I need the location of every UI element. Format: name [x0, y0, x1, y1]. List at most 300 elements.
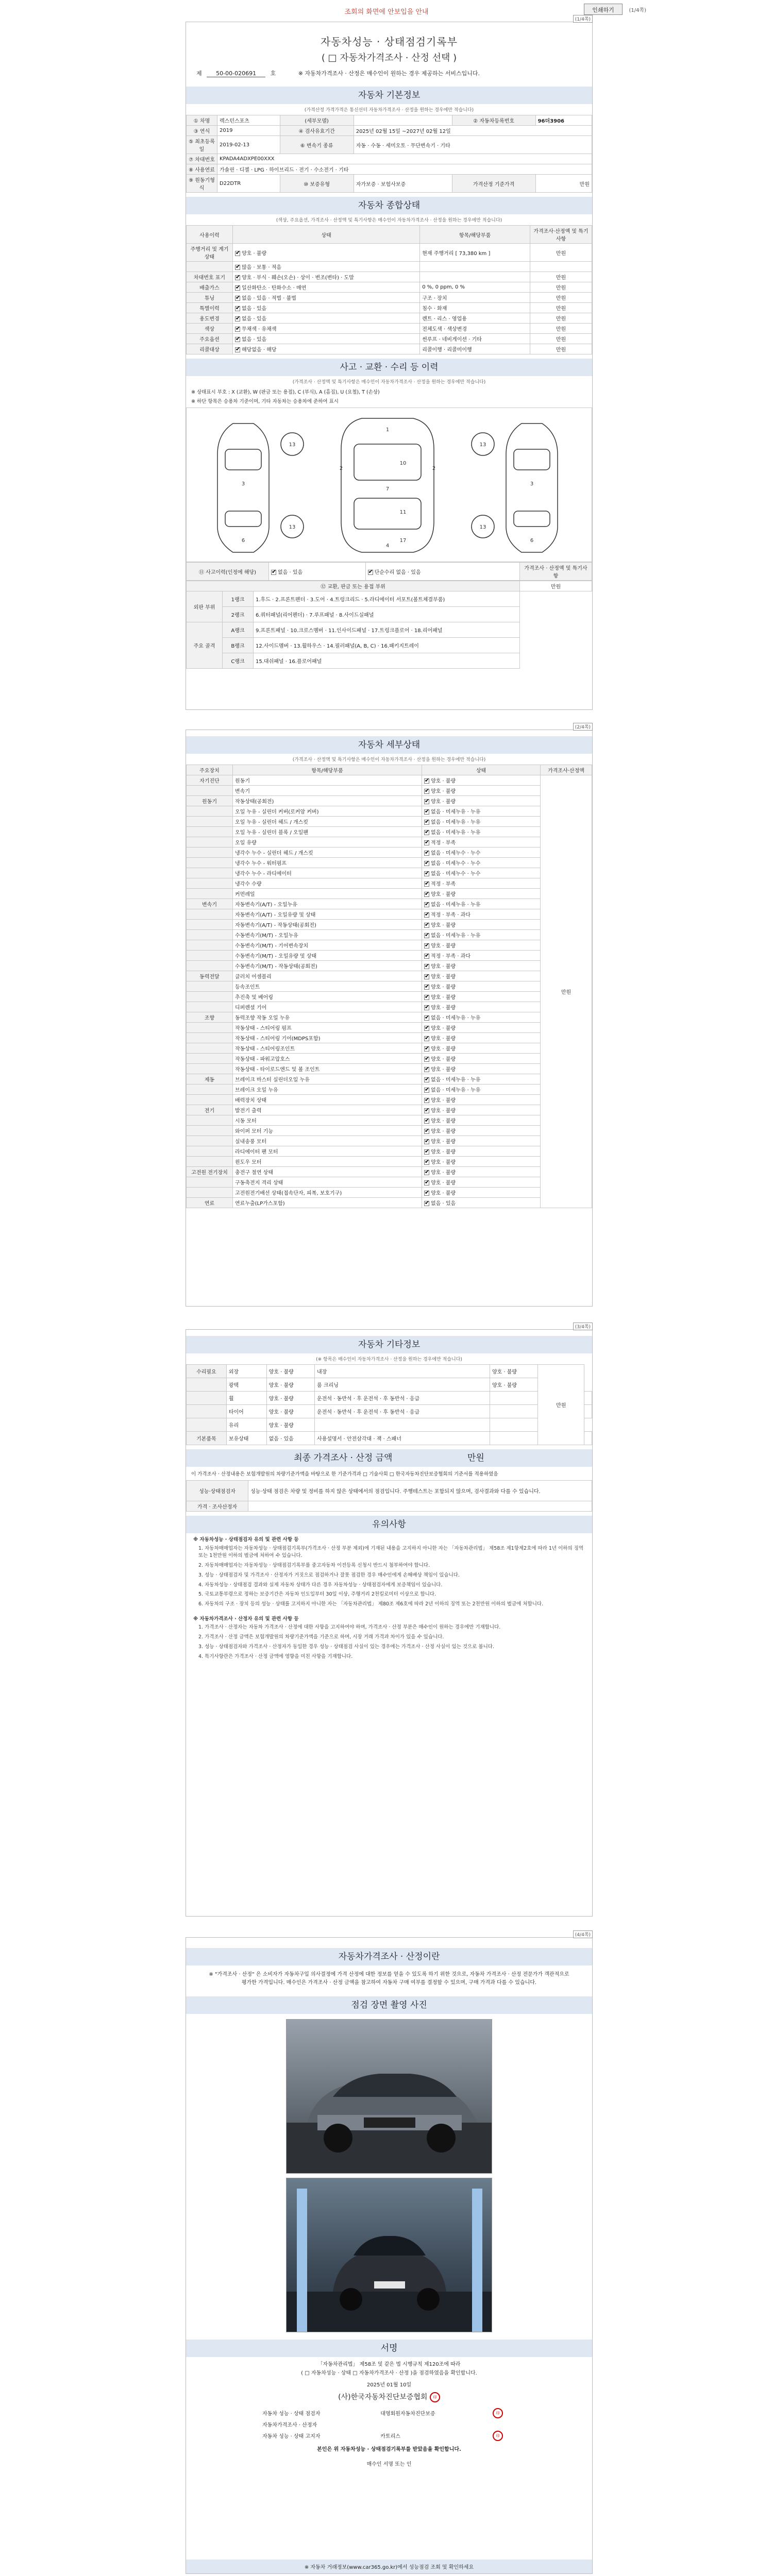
checkbox-icon[interactable]	[424, 851, 429, 856]
service-notice: ※ 자동차가격조사 · 산정은 매수인이 원하는 경우 제공하는 서비스입니다.	[298, 70, 480, 77]
overall-state	[233, 303, 420, 313]
detail-status	[422, 1167, 541, 1177]
checkbox-icon[interactable]	[235, 275, 240, 280]
overall-usage: 주요옵션	[187, 334, 233, 344]
detail-status-text: 양호 · 불량	[431, 1149, 456, 1155]
detail-status-text: 양호 · 불량	[431, 1108, 456, 1114]
checkbox-icon[interactable]	[235, 316, 240, 321]
overall-state	[233, 272, 420, 282]
overall-price: 만원	[530, 282, 592, 293]
etc-cell: 양호 · 불량	[490, 1365, 537, 1378]
detail-row	[187, 930, 592, 940]
notice-item: 2. 가격조사 · 산정 금액은 보험개발원의 차량기준가액을 기준으로 하며, 시장 거래 가격과 차이가 있을 수 있습니다.	[198, 1634, 444, 1640]
engine-value: D22DTR	[217, 175, 280, 193]
detail-device	[187, 786, 233, 796]
detail-status-text: 양호 · 불량	[431, 1129, 456, 1134]
detail-row	[187, 899, 592, 909]
final-unit: 만원	[467, 1453, 484, 1463]
detail-device	[187, 1126, 233, 1136]
detail-part: 오일 유량	[233, 837, 422, 848]
etc-cell	[584, 1405, 592, 1418]
overall-state	[233, 324, 420, 334]
etc-cell: 룸 크리닝	[315, 1378, 490, 1392]
detail-status-text: 양호 · 불량	[431, 964, 456, 970]
checkbox-icon[interactable]	[424, 799, 429, 804]
notice-item: 6. 자동차의 구조 · 장치 등의 성능 · 상태를 고지하지 아니한 자는 「자동차관리법」 제80조 제6호에 따라 2년 이하의 징역 또는 2천만원 이하의 벌금에 처합니다.	[198, 1601, 544, 1607]
detail-table	[186, 765, 592, 1208]
checkbox-icon[interactable]	[424, 1026, 429, 1031]
checkbox-icon[interactable]	[424, 1098, 429, 1103]
overall-usage: 주행거리 및 계기상태	[187, 244, 233, 262]
svg-text:13: 13	[479, 524, 486, 530]
detail-device	[187, 858, 233, 868]
checkbox-icon[interactable]	[424, 809, 429, 815]
detail-part: 브레이크 마스터 실린더오일 누유	[233, 1074, 422, 1084]
detail-row	[187, 1188, 592, 1198]
checkbox-icon[interactable]	[424, 830, 429, 835]
detail-device	[187, 1054, 233, 1064]
checkbox-icon[interactable]	[424, 1057, 429, 1062]
detail-row	[187, 868, 592, 878]
overall-state-text: 양호 · 부식 · 훼손(오손) · 상이 · 변조(변타) · 도말	[242, 275, 354, 281]
rank-label: C랭크	[223, 653, 254, 669]
detail-note: (가격조사 · 산정액 및 특기사항은 매수인이 자동차가격조사 · 산정을 원하는 경우에만 적습니다)	[292, 757, 486, 762]
outer-label: 외판 부위	[187, 591, 223, 622]
detail-part: 구동축전지 격리 상태	[233, 1177, 422, 1188]
model-value: 렉스턴스포츠	[217, 115, 280, 126]
accident-heading: 사고 · 교환 · 수리 등 이력	[186, 359, 592, 376]
detail-row	[187, 858, 592, 868]
overall-item: 렌트 · 리스 · 영업용	[420, 313, 530, 324]
rank-label: B랭크	[223, 638, 254, 653]
checkbox-icon[interactable]	[424, 1191, 429, 1196]
detail-device	[187, 837, 233, 848]
checkbox-icon[interactable]	[424, 892, 429, 897]
detail-device	[187, 817, 233, 827]
etc-cell: 보유상태	[226, 1432, 266, 1445]
detail-part: 클러치 어셈블리	[233, 971, 422, 981]
no-suffix: 호	[270, 70, 276, 77]
detail-status-text: 양호 · 불량	[431, 985, 456, 990]
detail-status	[422, 981, 541, 992]
detail-status	[422, 806, 541, 817]
detail-status-text: 없음 · 미세누유 · 누유	[431, 820, 481, 825]
detail-status	[422, 1023, 541, 1033]
detail-status	[422, 1064, 541, 1074]
etc-cell	[187, 1405, 227, 1418]
detail-row	[187, 1136, 592, 1146]
checkbox-icon[interactable]	[424, 1046, 429, 1052]
sig-notifier-label: 자동차 성능 · 상태 고지자	[262, 2434, 321, 2440]
detail-status	[422, 848, 541, 858]
detail-status-text: 양호 · 불량	[431, 789, 456, 794]
detail-part: 수동변속기(M/T) - 작동상태(공회전)	[233, 961, 422, 971]
detail-row	[187, 1095, 592, 1105]
checkbox-icon[interactable]	[424, 1201, 429, 1206]
base-price-value: 만원	[535, 175, 592, 193]
detail-status	[422, 1043, 541, 1054]
overall-price	[530, 262, 592, 272]
detail-device	[187, 1188, 233, 1198]
detail-device	[187, 889, 233, 899]
overall-row	[187, 334, 592, 344]
detail-device: 제동	[187, 1074, 233, 1084]
no-label: 제	[196, 70, 202, 77]
overall-row	[187, 272, 592, 282]
final-table	[186, 1480, 592, 1512]
org-name: (사)한국자동차진단보증협회	[338, 2393, 428, 2401]
etc-cell	[315, 1418, 490, 1432]
detail-device: 변속기	[187, 899, 233, 909]
detail-status	[422, 878, 541, 889]
inspection-photo-2	[286, 2178, 492, 2332]
overall-state	[233, 244, 420, 262]
rank-row	[187, 638, 592, 653]
detail-device	[187, 940, 233, 951]
detail-status	[422, 1074, 541, 1084]
detail-part: 작동상태 - 파워고압호스	[233, 1054, 422, 1064]
parts-table	[186, 581, 592, 669]
detail-row	[187, 971, 592, 981]
notice-2-list	[193, 1623, 585, 1662]
checkbox-icon[interactable]	[424, 1005, 429, 1010]
overall-state-text: 없음 · 있음	[242, 306, 267, 312]
checkbox-icon[interactable]	[424, 1118, 429, 1124]
repair-choice: 단순수리 없음 · 있음	[374, 569, 421, 575]
detail-status-text: 양호 · 불량	[431, 1046, 456, 1052]
detail-part: 배력장치 상태	[233, 1095, 422, 1105]
detail-status-text: 양호 · 불량	[431, 1026, 456, 1031]
etc-table	[186, 1364, 592, 1445]
detail-device: 동력전달	[187, 971, 233, 981]
inspection-photo-1	[286, 2019, 492, 2174]
overall-usage: 색상	[187, 324, 233, 334]
parts-label: ⑫ 교환, 판금 또는 용접 부위	[187, 581, 520, 591]
detail-status	[422, 796, 541, 806]
checkbox-icon[interactable]	[235, 285, 240, 291]
detail-row	[187, 1064, 592, 1074]
detail-status-text: 양호 · 불량	[431, 1180, 456, 1186]
sig-notifier-value: 카토리스	[380, 2434, 400, 2440]
detail-device	[187, 827, 233, 837]
signature-heading: 서명	[186, 2340, 592, 2357]
detail-row	[187, 775, 592, 786]
detail-device	[187, 1095, 233, 1105]
no-value: 50-00-020691	[207, 70, 265, 77]
inspection-label: ④ 검사유효기간	[280, 126, 354, 136]
detail-device	[187, 1136, 233, 1146]
checkbox-icon[interactable]	[424, 861, 429, 866]
notice-item: 1. 가격조사 · 산정자는 자동차 가격조사 · 산정에 대한 사항을 고지하여야 하며, 가격조사 · 산정 부분은 매수인이 원하는 경우에만 기재합니다.	[198, 1624, 501, 1631]
notice-item: 3. 성능 · 상태점검자 및 가격조사 · 산정자가 거짓으로 점검하거나 잘못 점검한 경우 매수인에게 손해배상 책임이 있습니다.	[198, 1572, 460, 1578]
overall-state-text: 해당없음 · 해당	[242, 347, 277, 353]
etc-price: 만원	[538, 1365, 584, 1445]
detail-device	[187, 1023, 233, 1033]
detail-status	[422, 1177, 541, 1188]
page-2	[186, 725, 593, 1307]
detail-part: 충전구 절연 상태	[233, 1167, 422, 1177]
detail-status-text: 없음 · 미세누유 · 누유	[431, 1088, 481, 1093]
notice-item: 5. 국토교통부령으로 정하는 보증기간은 자동차 인도일부터 30일 이상, 주행거리 2천킬로미터 이상으로 합니다.	[198, 1591, 436, 1598]
vin-label: ⑦ 차대번호	[187, 154, 217, 164]
etc-cell	[490, 1405, 537, 1418]
checkbox-icon[interactable]	[424, 933, 429, 938]
checkbox-icon[interactable]	[424, 840, 429, 845]
detail-part: 추진축 및 베어링	[233, 992, 422, 1002]
checkbox-icon[interactable]	[424, 1170, 429, 1175]
etc-cell	[584, 1392, 592, 1405]
detail-status-text: 없음 · 미세누수 · 누수	[431, 861, 481, 867]
checkbox-icon[interactable]	[424, 1015, 429, 1021]
detail-part: 시동 모터	[233, 1115, 422, 1126]
checkbox-icon[interactable]	[424, 1067, 429, 1072]
checkbox-icon[interactable]	[235, 265, 240, 270]
detail-device: 조향	[187, 1012, 233, 1023]
inspector-label: 성능·상태점검자	[187, 1481, 248, 1501]
checkbox-icon[interactable]	[424, 1129, 429, 1134]
overall-row	[187, 262, 592, 272]
checkbox-icon[interactable]	[424, 1036, 429, 1041]
detail-row	[187, 1167, 592, 1177]
checkbox-icon[interactable]	[424, 1139, 429, 1144]
etc-cell: 양호 · 불량	[490, 1378, 537, 1392]
checkbox-icon[interactable]	[235, 337, 240, 342]
detail-row	[187, 889, 592, 899]
detail-device	[187, 1033, 233, 1043]
detail-status	[422, 868, 541, 878]
main-label: 주요 골격	[187, 622, 223, 669]
appraiser-label: 가격 · 조사산정자	[187, 1501, 248, 1512]
overall-usage: 특별이력	[187, 303, 233, 313]
document-title: 자동차성능 · 상태점검기록부	[321, 36, 458, 48]
accident-choice: 없음 · 있음	[278, 569, 303, 575]
col-status: 상태	[422, 765, 541, 775]
detail-status-text: 양호 · 불량	[431, 1036, 456, 1042]
detail-row	[187, 981, 592, 992]
first-reg-label: ⑤ 최초등록일	[187, 136, 217, 154]
checkbox-icon[interactable]	[424, 943, 429, 948]
detail-status-text: 양호 · 불량	[431, 892, 456, 897]
etc-cell: 양호 · 불량	[266, 1418, 314, 1432]
etc-cell: 기본품목	[187, 1432, 227, 1445]
svg-text:11: 11	[399, 510, 407, 515]
checkbox-icon[interactable]	[235, 306, 240, 311]
overall-usage	[187, 262, 233, 272]
overall-state	[233, 282, 420, 293]
detail-row	[187, 817, 592, 827]
detail-status	[422, 1054, 541, 1064]
inspector-stamp-icon: 印	[493, 2408, 503, 2418]
detail-row	[187, 1146, 592, 1157]
detail-row	[187, 878, 592, 889]
detail-part: 고전원전기배선 상태(접속단자, 피복, 보호기구)	[233, 1188, 422, 1198]
notice-item: 4. 특기사항란은 가격조사 · 산정 금액에 영향을 미친 사항을 기재합니다.	[198, 1653, 353, 1659]
detail-device	[187, 992, 233, 1002]
appraisal-heading: 자동차가격조사 · 산정이란	[186, 1948, 592, 1965]
detail-row	[187, 837, 592, 848]
detail-device	[187, 1157, 233, 1167]
etc-note: (※ 항목은 매수인이 자동차가격조사 · 산정을 원하는 경우에만 적습니다)	[316, 1357, 462, 1362]
detail-device	[187, 909, 233, 920]
detail-status-text: 없음 · 미세누유 · 누유	[431, 830, 481, 836]
buyer-confirm: 본인은 위 자동차성능 · 상태점검기록부를 받았음을 확인합니다.	[317, 2446, 461, 2452]
checkbox-icon[interactable]	[424, 882, 429, 887]
detail-status	[422, 858, 541, 868]
final-text: 이 가격조사 · 산정내용은 보험개발원의 차량기준가액을 바탕으로 한 기준가격과 □ 기술사회 □ 한국자동차진단보증협회의 기준서를 적용하였음	[191, 1471, 498, 1477]
accident-label: ⑪ 사고이력(인정에 해당)	[187, 563, 269, 581]
detail-row	[187, 1054, 592, 1064]
repair-value	[365, 563, 519, 581]
overall-state-text: 일산화탄소 · 탄화수소 · 매연	[242, 285, 307, 291]
checkbox-icon[interactable]	[424, 954, 429, 959]
sig-appraiser-label: 자동차가격조사 · 산정자	[262, 2422, 317, 2429]
checkbox-icon[interactable]	[424, 789, 429, 794]
detail-device	[187, 981, 233, 992]
detail-row	[187, 1023, 592, 1033]
trim-value	[354, 115, 452, 126]
overall-row	[187, 293, 592, 303]
checkbox-icon[interactable]	[424, 964, 429, 969]
notice-item: 4. 자동차성능 · 상태점검 결과와 실제 자동차 상태가 다른 경우 자동차성능 · 상태점검자에게 보증책임이 있습니다.	[198, 1582, 443, 1588]
accident-value	[269, 563, 366, 581]
notice-2-head: ※ 자동차가격조사 · 산정자 유의 및 관련 사항 등	[193, 1616, 299, 1622]
overall-price: 만원	[530, 303, 592, 313]
checkbox-icon[interactable]	[235, 327, 240, 332]
checkbox-icon[interactable]	[424, 820, 429, 825]
col-part: 항목/해당부품	[233, 765, 422, 775]
detail-part: 오일 누유 - 실린더 커버(로커암 커버)	[233, 806, 422, 817]
overall-item: 리콜이행 · 리콜미이행	[420, 344, 530, 354]
page-number: (4/4쪽)	[573, 1930, 593, 1938]
inspector-text: 성능·상태 점검은 차량 및 정비를 하지 않은 상태에서의 점검입니다. 주행테스트는 포함되지 않으며, 검사결과와 다를 수 있습니다.	[248, 1481, 592, 1501]
overall-heading: 자동차 종합상태	[186, 197, 592, 214]
col-state: 상태	[233, 226, 420, 244]
checkbox-icon[interactable]	[424, 923, 429, 928]
checkbox-icon[interactable]	[235, 296, 240, 301]
checkbox-icon[interactable]	[424, 902, 429, 907]
overall-item	[420, 272, 530, 282]
svg-text:17: 17	[399, 538, 407, 544]
rank-row	[187, 607, 592, 622]
detail-device: 원동기	[187, 796, 233, 806]
model-label: ① 차명	[187, 115, 217, 126]
detail-row	[187, 827, 592, 837]
notice-1-head: ※ 자동차성능 · 상태점검자 유의 및 관련 사항 등	[193, 1537, 299, 1543]
detail-device	[187, 1064, 233, 1074]
checkbox-icon[interactable]	[424, 871, 429, 876]
etc-cell: 수리필요	[187, 1365, 227, 1378]
checkbox-icon[interactable]	[424, 778, 429, 784]
detail-status-text: 양호 · 불량	[431, 995, 456, 1001]
checkbox-icon[interactable]	[424, 1088, 429, 1093]
trim-label: (세부모델)	[280, 115, 354, 126]
checkbox-icon[interactable]	[424, 1077, 429, 1082]
overall-row	[187, 344, 592, 354]
detail-device	[187, 806, 233, 817]
overall-row	[187, 303, 592, 313]
rank-row	[187, 622, 592, 638]
overall-item	[420, 262, 530, 272]
etc-cell: 타이어	[226, 1405, 266, 1418]
detail-status-text: 없음 · 미세누유 · 누유	[431, 809, 481, 815]
svg-text:1: 1	[385, 427, 390, 433]
detail-status	[422, 1105, 541, 1115]
overall-state-text: 없음 · 있음	[242, 316, 267, 322]
detail-status	[422, 1033, 541, 1043]
detail-status-text: 없음 · 미세누유 · 누유	[431, 933, 481, 939]
overall-usage: 튜닝	[187, 293, 233, 303]
detail-status-text: 적정 · 부족 · 과다	[431, 954, 471, 959]
rank-row	[187, 653, 592, 669]
final-heading	[186, 1449, 592, 1467]
detail-part: 냉각수 누수 - 실린더 헤드 / 개스킷	[233, 848, 422, 858]
etc-cell	[187, 1378, 227, 1392]
checkbox-icon[interactable]	[424, 974, 429, 979]
fuel-label: ⑧ 사용연료	[187, 164, 217, 175]
print-button[interactable]: 인쇄하기	[584, 4, 623, 15]
overall-row	[187, 313, 592, 324]
detail-part: 오일 누유 - 실린더 블록 / 오일팬	[233, 827, 422, 837]
detail-part: 오일 누유 - 실린더 헤드 / 개스킷	[233, 817, 422, 827]
guide-link[interactable]: 조회의 화면에 안보입을 안내	[344, 8, 429, 16]
car-diagram-svg	[187, 408, 593, 562]
checkbox-icon[interactable]	[235, 347, 240, 352]
checkbox-icon[interactable]	[424, 1149, 429, 1155]
detail-part: 자동변속기(A/T) - 오일유량 및 상태	[233, 909, 422, 920]
page-indicator: (1/4쪽)	[629, 8, 646, 13]
notice-item: 3. 성능 · 상태점검자와 가격조사 · 산정자가 동일한 경우 성능 · 상태점검 사실이 있는 경우에는 가격조사 · 산정 사실이 있는 것으로 봅니다.	[198, 1643, 494, 1650]
detail-row	[187, 1084, 592, 1095]
checkbox-icon[interactable]	[424, 1180, 429, 1185]
checkbox-icon[interactable]	[424, 1160, 429, 1165]
page-4	[186, 1933, 593, 2574]
checkbox-icon[interactable]	[424, 985, 429, 990]
detail-status-text: 없음 · 있음	[431, 1201, 456, 1207]
detail-part: 동력조향 작동 오일 누유	[233, 1012, 422, 1023]
engine-label: ⑨ 원동기형식	[187, 175, 217, 193]
etc-cell: 양호 · 불량	[266, 1405, 314, 1418]
checkbox-icon[interactable]	[424, 912, 429, 918]
detail-part: 실내송풍 모터	[233, 1136, 422, 1146]
checkbox-icon[interactable]	[424, 1108, 429, 1113]
checkbox-icon[interactable]	[235, 251, 240, 256]
buyer-sign: 매수인 서명 또는 인	[366, 2461, 412, 2467]
detail-row	[187, 951, 592, 961]
detail-part: 발전기 출력	[233, 1105, 422, 1115]
detail-status	[422, 961, 541, 971]
page-number: (1/4쪽)	[573, 15, 593, 23]
year-value: 2019	[217, 126, 280, 136]
detail-row	[187, 1126, 592, 1136]
rank-parts: 6.쿼터패널(리어펜더) · 7.루프패널 · 8.사이드실패널	[254, 607, 520, 622]
detail-row	[187, 786, 592, 796]
detail-device	[187, 1084, 233, 1095]
overall-item: 침수 · 화재	[420, 303, 530, 313]
detail-status	[422, 1136, 541, 1146]
col-device: 주요장치	[187, 765, 233, 775]
overall-price: 만원	[530, 313, 592, 324]
checkbox-icon[interactable]	[424, 995, 429, 1000]
detail-status-text: 없음 · 미세누유 · 누유	[431, 1077, 481, 1083]
detail-device	[187, 951, 233, 961]
etc-cell	[490, 1392, 537, 1405]
detail-row	[187, 1074, 592, 1084]
detail-status-text: 양호 · 불량	[431, 1005, 456, 1011]
overall-item: 현재 주행거리 [ 73,380 km ]	[420, 244, 530, 262]
detail-heading: 자동차 세부상태	[186, 736, 592, 754]
etc-cell: 없음 · 있음	[266, 1432, 314, 1445]
col-usage: 사용이력	[187, 226, 233, 244]
